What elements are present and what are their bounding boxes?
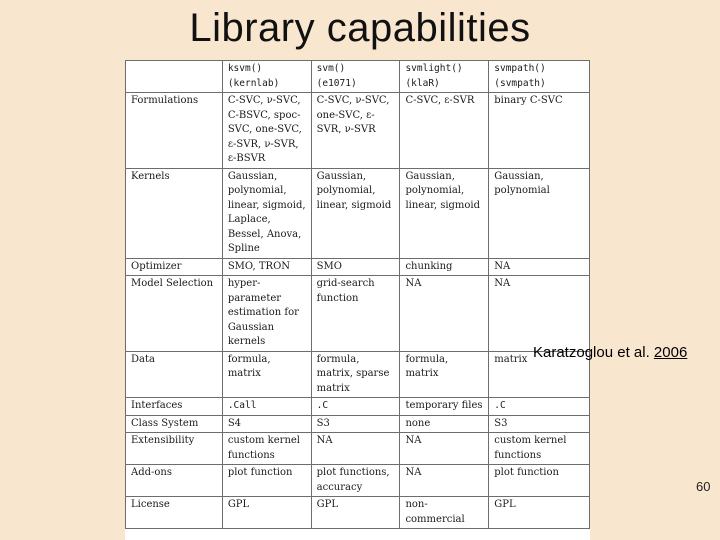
header-function: svm() [316, 63, 346, 74]
table-cell: S3 [311, 415, 400, 433]
table-cell: NA [489, 276, 590, 352]
table-cell: NA [311, 433, 400, 465]
header-package: (klaR) [405, 77, 440, 89]
table-row [126, 398, 590, 416]
table-cell: Gaussian, polynomial, linear, sigmoid [400, 168, 489, 258]
table-cell: S3 [489, 415, 590, 433]
header-function: svmlight() [405, 63, 463, 74]
table-row [126, 276, 590, 352]
table-cell: SMO, TRON [222, 258, 311, 276]
table-header-row [126, 61, 590, 93]
table-row [126, 258, 590, 276]
citation-authors: Karatzoglou et al. [533, 344, 650, 361]
table-cell: custom kernel functions [489, 433, 590, 465]
header-ksvm [222, 61, 311, 93]
table-cell: chunking [400, 258, 489, 276]
table-row [126, 93, 590, 169]
table-cell: Gaussian, polynomial, linear, sigmoid, Laplace, Bessel, Anova, Spline [222, 168, 311, 258]
row-label: Extensibility [126, 433, 223, 465]
row-label: Model Selection [126, 276, 223, 352]
citation [533, 344, 687, 361]
table-cell: binary C-SVC [489, 93, 590, 169]
table-row [126, 465, 590, 497]
table-row [126, 433, 590, 465]
header-svmpath [489, 61, 590, 93]
table-cell: temporary files [400, 398, 489, 416]
header-function: svmpath() [494, 63, 546, 74]
table-cell: GPL [489, 497, 590, 529]
citation-year-link[interactable]: 2006 [653, 344, 688, 361]
capabilities-table [125, 60, 590, 529]
header-package: (svmpath) [494, 77, 546, 89]
capabilities-table-container [125, 60, 590, 540]
table-cell: formula, matrix [222, 351, 311, 398]
table-cell: plot function [222, 465, 311, 497]
table-cell: hyper-parameter estimation for Gaussian kernels [222, 276, 311, 352]
row-label: Kernels [126, 168, 223, 258]
page-number: 60 [696, 479, 711, 494]
table-cell: plot function [489, 465, 590, 497]
table-cell: formula, matrix [400, 351, 489, 398]
header-svmlight [400, 61, 489, 93]
row-label: License [126, 497, 223, 529]
table-cell: GPL [222, 497, 311, 529]
table-row [126, 497, 590, 529]
table-cell: Gaussian, polynomial [489, 168, 590, 258]
table-cell: .C [311, 398, 400, 416]
row-label: Optimizer [126, 258, 223, 276]
header-package: (kernlab) [227, 77, 280, 89]
header-empty [126, 61, 223, 93]
table-body [126, 93, 590, 529]
table-cell: C-SVC, ε-SVR [400, 93, 489, 169]
header-svm [311, 61, 400, 93]
slide-title: Library capabilities [189, 6, 531, 50]
table-cell: NA [400, 433, 489, 465]
table-cell: NA [489, 258, 590, 276]
header-function: ksvm() [227, 63, 263, 74]
table-cell: non-commercial [400, 497, 489, 529]
row-label: Formulations [126, 93, 223, 169]
table-row [126, 415, 590, 433]
table-cell: C-SVC, ν-SVC, one-SVC, ε-SVR, ν-SVR [311, 93, 400, 169]
table-cell: formula, matrix, sparse matrix [311, 351, 400, 398]
table-cell: grid-search function [311, 276, 400, 352]
row-label: Add-ons [126, 465, 223, 497]
table-cell: Gaussian, polynomial, linear, sigmoid [311, 168, 400, 258]
table-cell: .Call [222, 398, 311, 416]
table-cell: none [400, 415, 489, 433]
table-cell: plot functions, accuracy [311, 465, 400, 497]
row-label: Interfaces [126, 398, 223, 416]
table-cell: NA [400, 465, 489, 497]
table-cell: SMO [311, 258, 400, 276]
table-cell: .C [489, 398, 590, 416]
table-cell: matrix [489, 351, 590, 398]
table-cell: custom kernel functions [222, 433, 311, 465]
header-package: (e1071) [316, 77, 357, 89]
row-label: Data [126, 351, 223, 398]
table-cell: S4 [222, 415, 311, 433]
table-cell: C-SVC, ν-SVC, C-BSVC, spoc-SVC, one-SVC, ε-SVR, ν-SVR, ε-BSVR [222, 93, 311, 169]
table-row [126, 168, 590, 258]
row-label: Class System [126, 415, 223, 433]
table-cell: GPL [311, 497, 400, 529]
table-cell: NA [400, 276, 489, 352]
table-row [126, 351, 590, 398]
